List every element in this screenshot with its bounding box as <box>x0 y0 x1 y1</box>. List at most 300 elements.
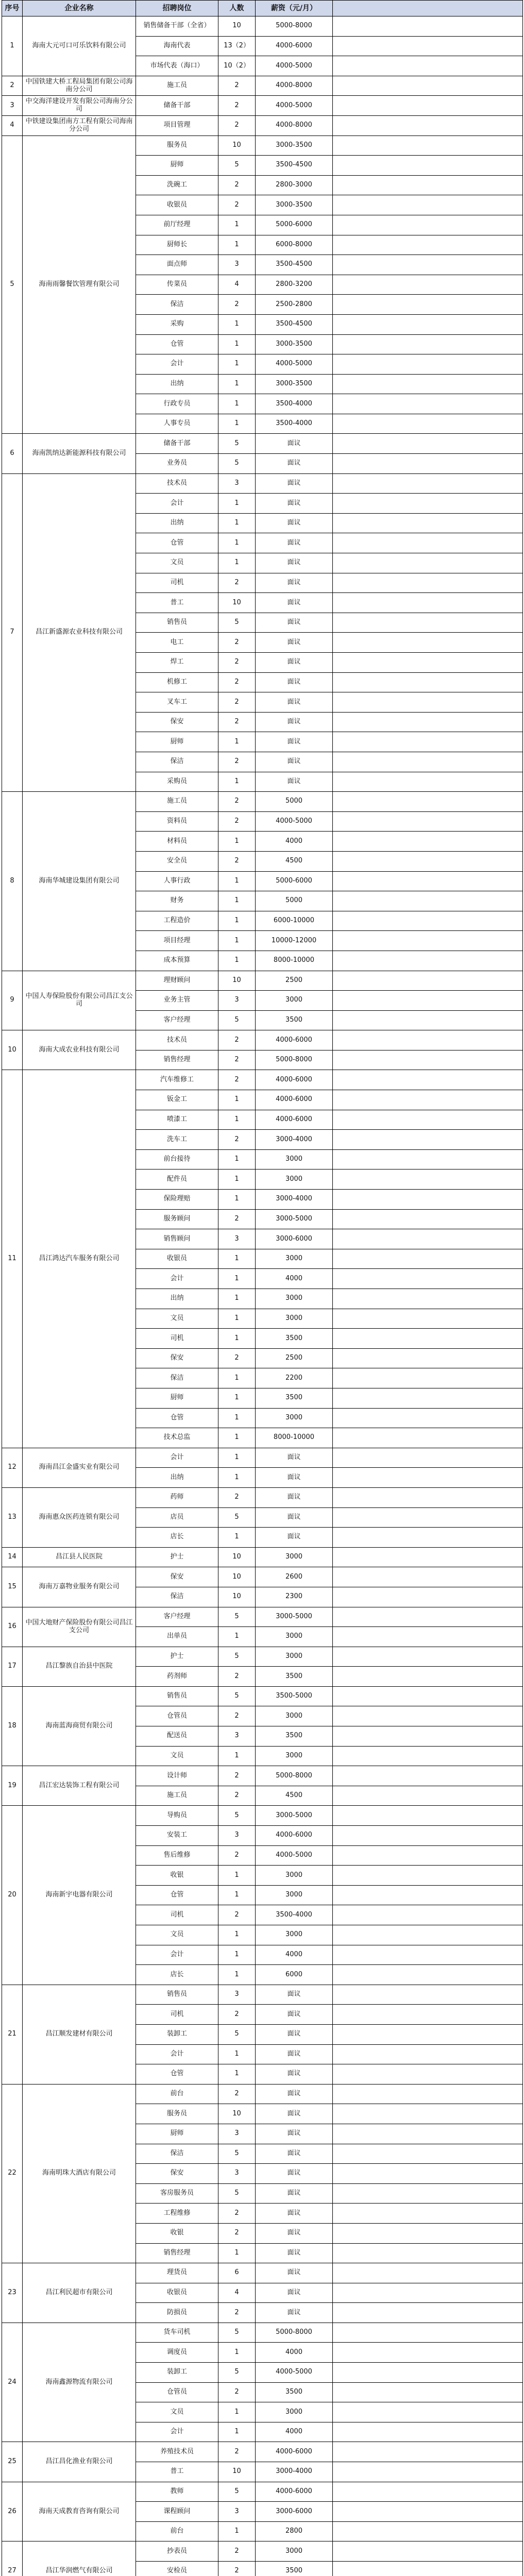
salary-cell: 3000 <box>256 1547 333 1567</box>
blank-cell <box>333 573 523 593</box>
count-cell: 1 <box>218 513 256 533</box>
salary-cell: 3000-3500 <box>256 374 333 394</box>
salary-cell: 面议 <box>256 2204 333 2224</box>
position-cell: 销售顾问 <box>136 1229 218 1249</box>
count-cell: 1 <box>218 1965 256 1985</box>
salary-cell: 4000-6000 <box>256 2442 333 2462</box>
blank-cell <box>333 752 523 772</box>
blank-cell <box>333 1209 523 1229</box>
count-cell: 10 <box>218 2104 256 2124</box>
salary-cell: 面议 <box>256 2183 333 2204</box>
count-cell: 1 <box>218 2044 256 2064</box>
position-cell: 护士 <box>136 1547 218 1567</box>
position-cell: 保洁 <box>136 1587 218 1607</box>
salary-cell: 4000-5000 <box>256 56 333 76</box>
count-cell: 10 <box>218 1567 256 1587</box>
position-cell: 店员 <box>136 1507 218 1528</box>
count-cell: 5 <box>218 1686 256 1706</box>
position-cell: 仓管 <box>136 533 218 553</box>
blank-cell <box>333 2442 523 2462</box>
position-cell: 厨师 <box>136 156 218 176</box>
blank-cell <box>333 1945 523 1965</box>
position-cell: 保安 <box>136 1567 218 1587</box>
position-cell: 收银员 <box>136 1249 218 1269</box>
position-cell: 储备干部 <box>136 434 218 454</box>
blank-cell <box>333 1149 523 1170</box>
blank-cell <box>333 692 523 713</box>
table-row <box>2 434 523 454</box>
table-row <box>2 1567 523 1587</box>
count-cell: 1 <box>218 2402 256 2422</box>
blank-cell <box>333 593 523 613</box>
salary-cell: 4000-6000 <box>256 2482 333 2502</box>
position-cell: 保安 <box>136 712 218 732</box>
position-cell: 技术总监 <box>136 1428 218 1448</box>
count-cell: 2 <box>218 573 256 593</box>
position-cell: 焊工 <box>136 653 218 673</box>
salary-cell: 3000 <box>256 1170 333 1190</box>
count-cell: 2 <box>218 1070 256 1090</box>
salary-cell: 5000 <box>256 792 333 812</box>
position-cell: 收银员 <box>136 2283 218 2303</box>
salary-cell: 3500 <box>256 2382 333 2402</box>
salary-cell: 面议 <box>256 2104 333 2124</box>
blank-cell <box>333 2005 523 2025</box>
table-row <box>2 1686 523 1706</box>
count-cell: 10 <box>218 16 256 37</box>
blank-cell <box>333 1925 523 1945</box>
count-cell: 3 <box>218 1826 256 1846</box>
table-row <box>2 1647 523 1667</box>
position-cell: 服务顾问 <box>136 1209 218 1229</box>
position-cell: 设计师 <box>136 1766 218 1786</box>
salary-cell: 3000 <box>256 1746 333 1766</box>
count-cell: 2 <box>218 712 256 732</box>
salary-cell: 面议 <box>256 712 333 732</box>
position-cell: 服务员 <box>136 135 218 156</box>
salary-cell: 4000-6000 <box>256 1090 333 1110</box>
salary-cell: 面议 <box>256 653 333 673</box>
position-cell: 业务员 <box>136 454 218 474</box>
blank-cell <box>333 1866 523 1886</box>
table-row <box>2 971 523 991</box>
count-cell: 10 <box>218 593 256 613</box>
row-seq: 15 <box>2 1567 23 1607</box>
row-seq: 3 <box>2 96 23 116</box>
salary-cell: 6000 <box>256 1965 333 1985</box>
blank-cell <box>333 1487 523 1507</box>
salary-cell: 面议 <box>256 434 333 454</box>
blank-cell <box>333 1567 523 1587</box>
count-cell: 2 <box>218 752 256 772</box>
count-cell: 2 <box>218 1905 256 1925</box>
company-name: 海南雨馨餐饮管理有限公司 <box>23 135 136 434</box>
position-cell: 叉车工 <box>136 692 218 713</box>
count-cell: 1 <box>218 2422 256 2442</box>
count-cell: 1 <box>218 1090 256 1110</box>
count-cell: 2 <box>218 2005 256 2025</box>
position-cell: 采购员 <box>136 772 218 792</box>
blank-cell <box>333 1826 523 1846</box>
table-row <box>2 1070 523 1090</box>
salary-cell: 面议 <box>256 613 333 633</box>
position-cell: 保险理赔 <box>136 1190 218 1210</box>
salary-cell: 4000-5000 <box>256 811 333 832</box>
company-name: 昌江新盛源农业科技有限公司 <box>23 473 136 792</box>
company-name: 海南大元可口可乐饮料有限公司 <box>23 16 136 76</box>
salary-cell: 3000 <box>256 1309 333 1329</box>
position-cell: 喷漆工 <box>136 1110 218 1130</box>
count-cell: 1 <box>218 1528 256 1548</box>
salary-cell: 4000 <box>256 2422 333 2442</box>
count-cell: 1 <box>218 1885 256 1905</box>
salary-cell: 2300 <box>256 1587 333 1607</box>
table-row <box>2 2263 523 2283</box>
salary-cell: 面议 <box>256 513 333 533</box>
salary-cell: 5000-8000 <box>256 1766 333 1786</box>
count-cell: 2 <box>218 1706 256 1726</box>
position-cell: 收银 <box>136 2223 218 2243</box>
position-cell: 客户经理 <box>136 1607 218 1627</box>
position-cell: 司机 <box>136 1329 218 1349</box>
position-cell: 司机 <box>136 573 218 593</box>
salary-cell: 3000 <box>256 2541 333 2562</box>
position-cell: 仓管 <box>136 2064 218 2084</box>
blank-cell <box>333 2402 523 2422</box>
table-row <box>2 2442 523 2462</box>
salary-cell: 4500 <box>256 1786 333 1806</box>
count-cell: 6 <box>218 2263 256 2283</box>
count-cell: 1 <box>218 832 256 852</box>
count-cell: 1 <box>218 1468 256 1488</box>
company-name: 海南明珠大酒店有限公司 <box>23 2084 136 2263</box>
count-cell: 1 <box>218 394 256 414</box>
count-cell: 5 <box>218 1806 256 1826</box>
position-cell: 项目经理 <box>136 931 218 951</box>
salary-cell: 面议 <box>256 633 333 653</box>
position-cell: 会计 <box>136 354 218 375</box>
count-cell: 2 <box>218 2223 256 2243</box>
salary-cell: 3000 <box>256 1885 333 1905</box>
count-cell: 5 <box>218 434 256 454</box>
position-cell: 施工员 <box>136 76 218 96</box>
blank-cell <box>333 2541 523 2562</box>
blank-cell <box>333 1448 523 1468</box>
table-row <box>2 115 523 135</box>
count-cell: 1 <box>218 235 256 255</box>
count-cell: 1 <box>218 1368 256 1388</box>
salary-cell: 3000 <box>256 1408 333 1428</box>
blank-cell <box>333 1348 523 1368</box>
count-cell: 3 <box>218 2502 256 2522</box>
count-cell: 2 <box>218 1030 256 1050</box>
blank-cell <box>333 1786 523 1806</box>
blank-cell <box>333 96 523 116</box>
count-cell: 10 <box>218 1587 256 1607</box>
salary-cell: 面议 <box>256 2124 333 2144</box>
count-cell: 10 <box>218 135 256 156</box>
blank-cell <box>333 1806 523 1826</box>
company-name: 昌江昌化渔业有限公司 <box>23 2442 136 2482</box>
blank-cell <box>333 613 523 633</box>
blank-cell <box>333 533 523 553</box>
salary-cell: 4000-8000 <box>256 115 333 135</box>
count-cell: 2 <box>218 175 256 195</box>
row-seq: 22 <box>2 2084 23 2263</box>
company-name: 海南大成农业科技有限公司 <box>23 1030 136 1070</box>
blank-cell <box>333 76 523 96</box>
salary-cell: 2500 <box>256 971 333 991</box>
count-cell: 1 <box>218 1110 256 1130</box>
blank-cell <box>333 1607 523 1627</box>
position-cell: 普工 <box>136 593 218 613</box>
salary-cell: 3000 <box>256 1706 333 1726</box>
salary-cell: 面议 <box>256 692 333 713</box>
count-cell: 10 <box>218 2462 256 2482</box>
count-cell: 1 <box>218 533 256 553</box>
position-cell: 出单员 <box>136 1627 218 1647</box>
row-seq: 11 <box>2 1070 23 1448</box>
blank-cell <box>333 1269 523 1289</box>
salary-cell: 4000 <box>256 832 333 852</box>
count-cell: 10（2） <box>218 56 256 76</box>
count-cell: 1 <box>218 1627 256 1647</box>
salary-cell: 4000-5000 <box>256 1845 333 1866</box>
position-cell: 机修工 <box>136 672 218 692</box>
blank-cell <box>333 1110 523 1130</box>
position-cell: 人事行政 <box>136 871 218 891</box>
salary-cell: 3500-4500 <box>256 314 333 334</box>
salary-cell: 面议 <box>256 772 333 792</box>
count-cell: 1 <box>218 1269 256 1289</box>
position-cell: 仓管员 <box>136 1706 218 1726</box>
salary-cell: 3500 <box>256 1329 333 1349</box>
count-cell: 5 <box>218 454 256 474</box>
salary-cell: 3000-4000 <box>256 1190 333 1210</box>
header-row <box>2 1 523 16</box>
salary-cell: 4000-6000 <box>256 1070 333 1090</box>
company-name: 昌江鸿达汽车服务有限公司 <box>23 1070 136 1448</box>
header-company: 企业名称 <box>23 1 136 16</box>
salary-cell: 4000-6000 <box>256 36 333 56</box>
position-cell: 药师 <box>136 1487 218 1507</box>
company-name: 中铁建设集团南方工程有限公司海南分公司 <box>23 115 136 135</box>
count-cell: 2 <box>218 2382 256 2402</box>
count-cell: 2 <box>218 1845 256 1866</box>
salary-cell: 面议 <box>256 732 333 752</box>
position-cell: 装卸工 <box>136 2024 218 2044</box>
salary-cell: 面议 <box>256 1448 333 1468</box>
blank-cell <box>333 1090 523 1110</box>
position-cell: 工程维修 <box>136 2204 218 2224</box>
salary-cell: 2600 <box>256 1567 333 1587</box>
salary-cell: 面议 <box>256 2263 333 2283</box>
table-row <box>2 1487 523 1507</box>
salary-cell: 3500-4500 <box>256 156 333 176</box>
salary-cell: 面议 <box>256 473 333 494</box>
count-cell: 4 <box>218 2283 256 2303</box>
blank-cell <box>333 851 523 871</box>
blank-cell <box>333 1507 523 1528</box>
row-seq: 7 <box>2 473 23 792</box>
row-seq: 16 <box>2 1607 23 1647</box>
row-seq: 6 <box>2 434 23 473</box>
blank-cell <box>333 871 523 891</box>
row-seq: 27 <box>2 2541 23 2576</box>
salary-cell: 4000-6000 <box>256 1826 333 1846</box>
salary-cell: 面议 <box>256 2144 333 2164</box>
blank-cell <box>333 334 523 354</box>
blank-cell <box>333 2144 523 2164</box>
position-cell: 保安 <box>136 1348 218 1368</box>
salary-cell: 3000 <box>256 1149 333 1170</box>
position-cell: 仓管员 <box>136 2382 218 2402</box>
blank-cell <box>333 2422 523 2442</box>
position-cell: 安检员 <box>136 2562 218 2576</box>
count-cell: 1 <box>218 2064 256 2084</box>
salary-cell: 3000 <box>256 1866 333 1886</box>
blank-cell <box>333 36 523 56</box>
salary-cell: 面议 <box>256 573 333 593</box>
salary-cell: 4000-6000 <box>256 1110 333 1130</box>
count-cell: 1 <box>218 2243 256 2263</box>
salary-cell: 3000-6000 <box>256 2502 333 2522</box>
company-name: 昌江黎族自治县中医院 <box>23 1647 136 1686</box>
position-cell: 养殖技术员 <box>136 2442 218 2462</box>
blank-cell <box>333 1985 523 2005</box>
blank-cell <box>333 1845 523 1866</box>
blank-cell <box>333 2164 523 2184</box>
count-cell: 2 <box>218 1667 256 1687</box>
salary-cell: 面议 <box>256 752 333 772</box>
blank-cell <box>333 832 523 852</box>
company-name: 海南鑫源物流有限公司 <box>23 2323 136 2442</box>
count-cell: 2 <box>218 1487 256 1507</box>
salary-cell: 4000 <box>256 1945 333 1965</box>
row-seq: 10 <box>2 1030 23 1070</box>
position-cell: 销售员 <box>136 613 218 633</box>
table-row <box>2 16 523 37</box>
count-cell: 5 <box>218 2144 256 2164</box>
count-cell: 5 <box>218 1607 256 1627</box>
blank-cell <box>333 2183 523 2204</box>
count-cell: 5 <box>218 613 256 633</box>
blank-cell <box>333 971 523 991</box>
header-seq: 序号 <box>2 1 23 16</box>
company-name: 海南万嘉物业服务有限公司 <box>23 1567 136 1607</box>
position-cell: 服务员 <box>136 2104 218 2124</box>
blank-cell <box>333 732 523 752</box>
salary-cell: 3500-4000 <box>256 1905 333 1925</box>
position-cell: 资料员 <box>136 811 218 832</box>
company-name: 昌江华润燃气有限公司 <box>23 2541 136 2576</box>
count-cell: 2 <box>218 811 256 832</box>
blank-cell <box>333 1905 523 1925</box>
blank-cell <box>333 1309 523 1329</box>
count-cell: 2 <box>218 792 256 812</box>
salary-cell: 面议 <box>256 593 333 613</box>
blank-cell <box>333 2124 523 2144</box>
position-cell: 保洁 <box>136 1368 218 1388</box>
salary-cell: 面议 <box>256 2283 333 2303</box>
blank-cell <box>333 1289 523 1309</box>
row-seq: 8 <box>2 792 23 971</box>
row-seq: 21 <box>2 1985 23 2084</box>
count-cell: 2 <box>218 2084 256 2104</box>
blank-cell <box>333 2323 523 2343</box>
position-cell: 会计 <box>136 1269 218 1289</box>
salary-cell: 3000 <box>256 1647 333 1667</box>
salary-cell: 4000-5000 <box>256 354 333 375</box>
blank-cell <box>333 2363 523 2383</box>
count-cell: 1 <box>218 314 256 334</box>
count-cell: 4 <box>218 275 256 295</box>
header-count: 人数 <box>218 1 256 16</box>
salary-cell: 4000-5000 <box>256 96 333 116</box>
row-seq: 19 <box>2 1766 23 1806</box>
blank-cell <box>333 1428 523 1448</box>
count-cell: 1 <box>218 1329 256 1349</box>
blank-cell <box>333 1010 523 1030</box>
salary-cell: 3000 <box>256 1249 333 1269</box>
count-cell: 1 <box>218 494 256 514</box>
salary-cell: 5000-8000 <box>256 2323 333 2343</box>
blank-cell <box>333 1249 523 1269</box>
header-blank <box>333 1 523 16</box>
blank-cell <box>333 1050 523 1070</box>
salary-cell: 面议 <box>256 2223 333 2243</box>
blank-cell <box>333 2462 523 2482</box>
table-row <box>2 1547 523 1567</box>
row-seq: 5 <box>2 135 23 434</box>
company-name: 海南华城建设集团有限公司 <box>23 792 136 971</box>
count-cell: 1 <box>218 1190 256 1210</box>
position-cell: 出纳 <box>136 513 218 533</box>
position-cell: 会计 <box>136 494 218 514</box>
blank-cell <box>333 434 523 454</box>
salary-cell: 面议 <box>256 2243 333 2263</box>
count-cell: 3 <box>218 1726 256 1747</box>
position-cell: 出纳 <box>136 1289 218 1309</box>
position-cell: 保洁 <box>136 752 218 772</box>
position-cell: 护士 <box>136 1647 218 1667</box>
blank-cell <box>333 2502 523 2522</box>
count-cell: 2 <box>218 1766 256 1786</box>
count-cell: 1 <box>218 354 256 375</box>
count-cell: 1 <box>218 215 256 235</box>
count-cell: 3 <box>218 1229 256 1249</box>
position-cell: 汽车维修工 <box>136 1070 218 1090</box>
salary-cell: 面议 <box>256 2005 333 2025</box>
blank-cell <box>333 1746 523 1766</box>
salary-cell: 3000 <box>256 1289 333 1309</box>
table-row <box>2 1806 523 1826</box>
blank-cell <box>333 1647 523 1667</box>
count-cell: 5 <box>218 1507 256 1528</box>
salary-cell: 3000-5000 <box>256 1209 333 1229</box>
blank-cell <box>333 494 523 514</box>
position-cell: 销售员 <box>136 1686 218 1706</box>
blank-cell <box>333 195 523 215</box>
count-cell: 1 <box>218 1408 256 1428</box>
position-cell: 课程顾问 <box>136 2502 218 2522</box>
blank-cell <box>333 1468 523 1488</box>
table-row <box>2 792 523 812</box>
company-name: 昌江利民超市有限公司 <box>23 2263 136 2323</box>
blank-cell <box>333 1965 523 1985</box>
salary-cell: 4500 <box>256 851 333 871</box>
blank-cell <box>333 1329 523 1349</box>
